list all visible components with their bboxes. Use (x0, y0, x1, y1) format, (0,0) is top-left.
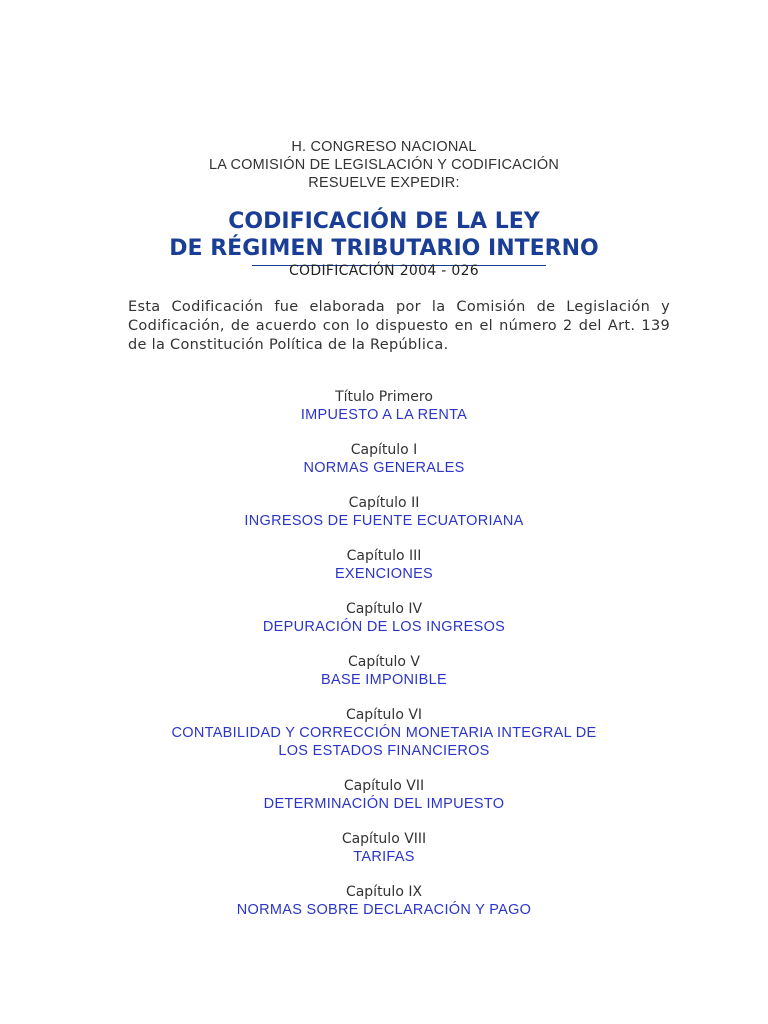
toc-heading: Capítulo VI (345, 707, 423, 723)
toc-link[interactable]: NORMAS GENERALES (303, 460, 465, 476)
toc-entry (0, 547, 768, 583)
toc-heading: Título Primero (335, 389, 433, 405)
toc-entry (0, 653, 768, 689)
issuer-header (0, 138, 768, 192)
toc-link[interactable]: INGRESOS DE FUENTE ECUATORIANA (244, 513, 524, 529)
toc-heading: Capítulo II (348, 495, 420, 511)
toc-heading: Capítulo III (346, 548, 422, 564)
toc-heading: Capítulo IV (345, 601, 423, 617)
toc-link[interactable]: TARIFAS (353, 849, 415, 865)
intro-paragraph: Esta Codificación fue elaborada por la Comisión de Legislación y Codificación, de acuerdo con lo dispuesto en el número 2 del Art. 139 de la Constitución Política de la República. (128, 299, 670, 353)
toc-entry (0, 600, 768, 636)
header-line-commission: LA COMISIÓN DE LEGISLACIÓN Y CODIFICACIÓN (208, 157, 560, 173)
header-line-resolves: RESUELVE EXPEDIR: (308, 175, 460, 191)
codification-number: CODIFICACIÓN 2004 - 026 (288, 263, 480, 279)
toc-link[interactable]: DETERMINACIÓN DEL IMPUESTO (263, 796, 505, 812)
toc-entry (0, 883, 768, 919)
toc-heading: Capítulo IX (345, 884, 423, 900)
toc-link[interactable]: DEPURACIÓN DE LOS INGRESOS (262, 619, 506, 635)
title-line-1: CODIFICACIÓN DE LA LEY (228, 209, 540, 234)
toc-entry (0, 706, 768, 760)
toc-link[interactable]: CONTABILIDAD Y CORRECCIÓN MONETARIA INTEGRAL DE (171, 725, 597, 741)
table-of-contents (0, 388, 768, 919)
toc-heading: Capítulo VIII (341, 831, 427, 847)
toc-entry (0, 494, 768, 530)
toc-link[interactable]: NORMAS SOBRE DECLARACIÓN Y PAGO (236, 902, 532, 918)
title-line-2: DE RÉGIMEN TRIBUTARIO INTERNO (169, 236, 599, 261)
header-line-congress: H. CONGRESO NACIONAL (291, 139, 477, 155)
document-title (0, 208, 768, 262)
toc-link[interactable]: IMPUESTO A LA RENTA (300, 407, 468, 423)
toc-entry (0, 830, 768, 866)
toc-link[interactable]: EXENCIONES (334, 566, 434, 582)
toc-heading: Capítulo VII (343, 778, 425, 794)
toc-entry (0, 388, 768, 424)
toc-entry (0, 441, 768, 477)
toc-heading: Capítulo V (348, 654, 420, 670)
toc-link-continued[interactable]: LOS ESTADOS FINANCIEROS (278, 743, 490, 759)
toc-heading: Capítulo I (350, 442, 418, 458)
toc-link[interactable]: BASE IMPONIBLE (321, 672, 447, 688)
toc-entry (0, 777, 768, 813)
